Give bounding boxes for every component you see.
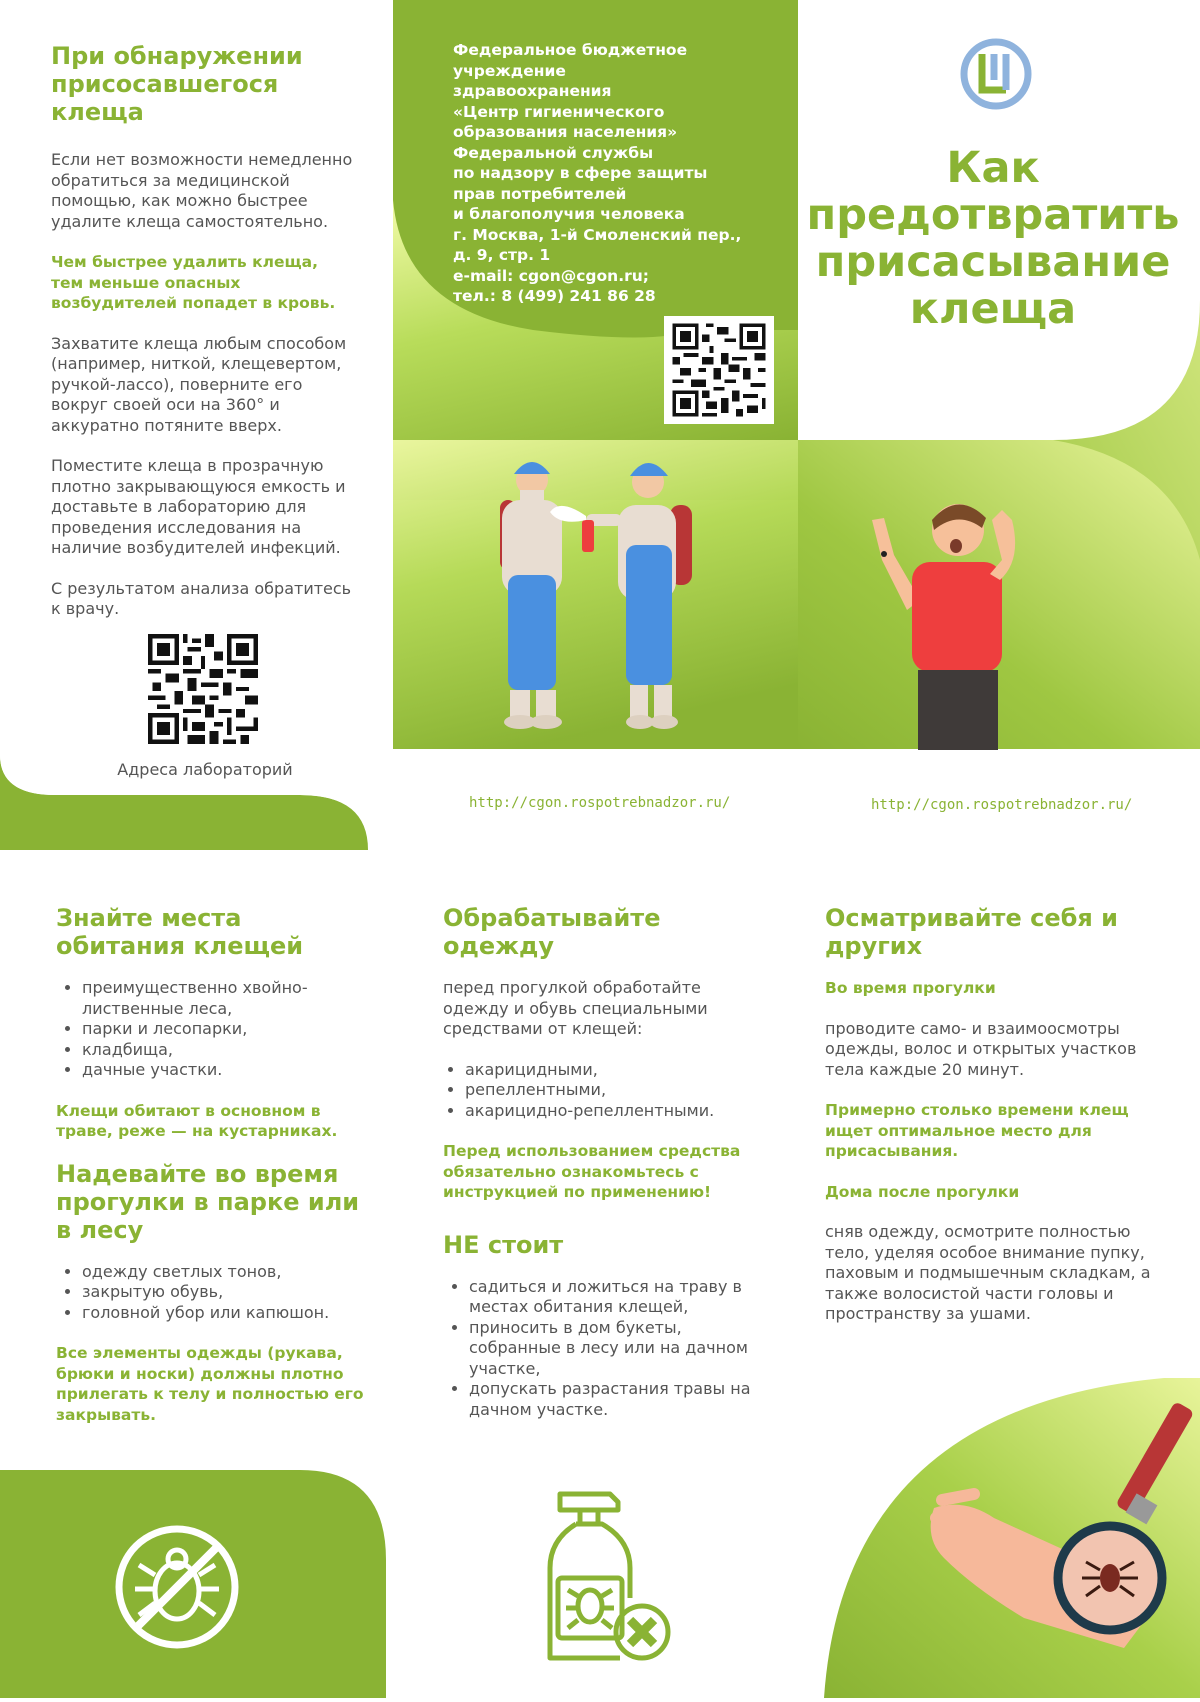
panel1-intro: Если нет возможности немедленно обратиться за медицинской помощью, как можно быстрее удалите клеща самостоятельно. — [51, 150, 353, 231]
dont-title: НЕ стоит — [443, 1230, 564, 1259]
repellent-list — [443, 1060, 773, 1122]
panel1-emphasis: Чем быстрее удалить клеща, тем меньше опасных возбудителей попадет в кровь. — [51, 253, 336, 312]
org-address: д. 9, стр. 1 — [453, 246, 551, 264]
list-item: • приносить в дом букеты, собранные в лесу или на дачном участке, — [469, 1318, 769, 1380]
magnifier-arm-illustration — [824, 1378, 1200, 1698]
org-line: и благополучия человека — [453, 205, 685, 223]
habitat-title: Знайте места обитания клещей — [56, 904, 304, 960]
inspect-at-home: Дома после прогулки — [825, 1182, 1020, 1201]
main-title — [803, 145, 1183, 333]
panel6-content — [825, 904, 1170, 1325]
list-item: • дачные участки. — [82, 1060, 376, 1081]
inspect-during-walk: Во время прогулки — [825, 979, 996, 997]
list-item: • акарицидно-репеллентными. — [465, 1101, 773, 1122]
clothing-title: Надевайте во время прогулки в парке или в лесу — [56, 1159, 360, 1244]
panel1-lab-steps: Поместите клеща в прозрачную плотно закрывающуюся емкость и доставьте в лабораторию для проведения исследования на наличие возбудителей инфекций. — [51, 456, 346, 557]
inspect-emphasis: Примерно столько времени клещ ищет оптимальное место для присасывания. — [825, 1101, 1129, 1160]
qr-org[interactable] — [664, 316, 774, 424]
habitat-emphasis: Клещи обитают в основном в траве, реже — на кустарниках. — [56, 1101, 338, 1140]
org-line: «Центр гигиенического — [453, 102, 665, 121]
org-line: здравоохранения — [453, 82, 612, 100]
list-item: • допускать разрастания травы на дачном участке. — [469, 1379, 769, 1420]
org-email[interactable]: e-mail: cgon@cgon.ru; — [453, 266, 649, 285]
panel1-doctor: С результатом анализа обратитесь к врачу. — [51, 578, 352, 618]
url-link-right[interactable]: http://cgon.rospotrebnadzor.ru/ — [871, 797, 1133, 813]
org-contact-block — [453, 40, 773, 307]
main-title-line: предотвратить — [806, 190, 1180, 240]
panel4-content — [56, 904, 376, 1425]
list-item: • садиться и ложиться на траву в местах обитания клещей, — [469, 1277, 769, 1318]
org-line: по надзору в сфере защиты — [453, 164, 708, 182]
org-line: прав потребителей — [453, 184, 627, 203]
panel1-bottom-wave — [0, 730, 370, 850]
list-item: • преимущественно хвойно-лиственные леса, — [82, 978, 322, 1019]
url-link-middle[interactable]: http://cgon.rospotrebnadzor.ru/ — [469, 795, 731, 811]
panel1-title: При обнаружении присосавшегося клеща — [51, 42, 303, 126]
cgon-logo — [960, 38, 1032, 110]
main-title-line: клеща — [909, 284, 1077, 334]
org-address: г. Москва, 1-й Смоленский пер., — [453, 225, 742, 244]
org-phone: тел.: 8 (499) 241 86 28 — [453, 287, 656, 305]
inspect-title: Осматривайте себя и других — [825, 904, 1118, 960]
panel1-removal-steps: Захватите клеща любым способом (например, ниткой, клещевертом, ручкой-лассо), поверните его вокруг своей оси на 360° и аккуратно потяните вверх. — [51, 333, 347, 435]
clothing-list — [56, 1262, 376, 1324]
org-line: образования населения» — [453, 123, 678, 141]
list-item: • парки и лесопарки, — [82, 1019, 376, 1040]
panel5-content — [443, 904, 773, 1420]
instructions-emphasis: Перед использованием средства обязательно ознакомьтесь с инструкцией по применению! — [443, 1142, 741, 1201]
habitat-list — [56, 978, 376, 1081]
qr-labs[interactable] — [148, 634, 258, 744]
list-item: • кладбища, — [82, 1040, 376, 1061]
org-line: Федеральное бюджетное — [453, 41, 688, 59]
treat-clothes-intro: перед прогулкой обработайте одежду и обувь специальными средствами от клещей: — [443, 978, 708, 1038]
inspect-at-home-text: сняв одежду, осмотрите полностью тело, уделяя особое внимание пупку, паховым и подмышечным складкам, а также волосистой части головы и пространству за ушами. — [825, 1222, 1151, 1323]
list-item: • головной убор или капюшон. — [82, 1303, 376, 1324]
list-item: • одежду светлых тонов, — [82, 1262, 376, 1283]
inspect-during-walk-text: проводите само- и взаимоосмотры одежды, волос и открытых участков тела каждые 20 минут. — [825, 1018, 1137, 1079]
treat-clothes-title: Обрабатывайте одежду — [443, 904, 661, 960]
panel1-content — [51, 42, 371, 620]
org-line: учреждение — [453, 61, 566, 80]
dont-list — [443, 1277, 773, 1421]
clothing-emphasis: Все элементы одежды (рукава, брюки и носки) должны плотно прилегать к телу и полностью его закрывать. — [56, 1344, 364, 1424]
startled-man-illustration — [862, 490, 1042, 750]
repellent-spray-icon — [540, 1488, 680, 1668]
hikers-illustration — [490, 450, 720, 740]
list-item: • закрытую обувь, — [82, 1282, 376, 1303]
list-item: • репеллентными, — [465, 1080, 773, 1101]
qr-labs-caption: Адреса лабораторий — [117, 760, 293, 779]
main-title-line: Как — [946, 143, 1040, 193]
list-item: • акарицидными, — [465, 1060, 773, 1081]
org-line: Федеральной службы — [453, 143, 654, 162]
no-tick-icon — [113, 1523, 241, 1651]
main-title-line: присасывание — [815, 237, 1171, 287]
